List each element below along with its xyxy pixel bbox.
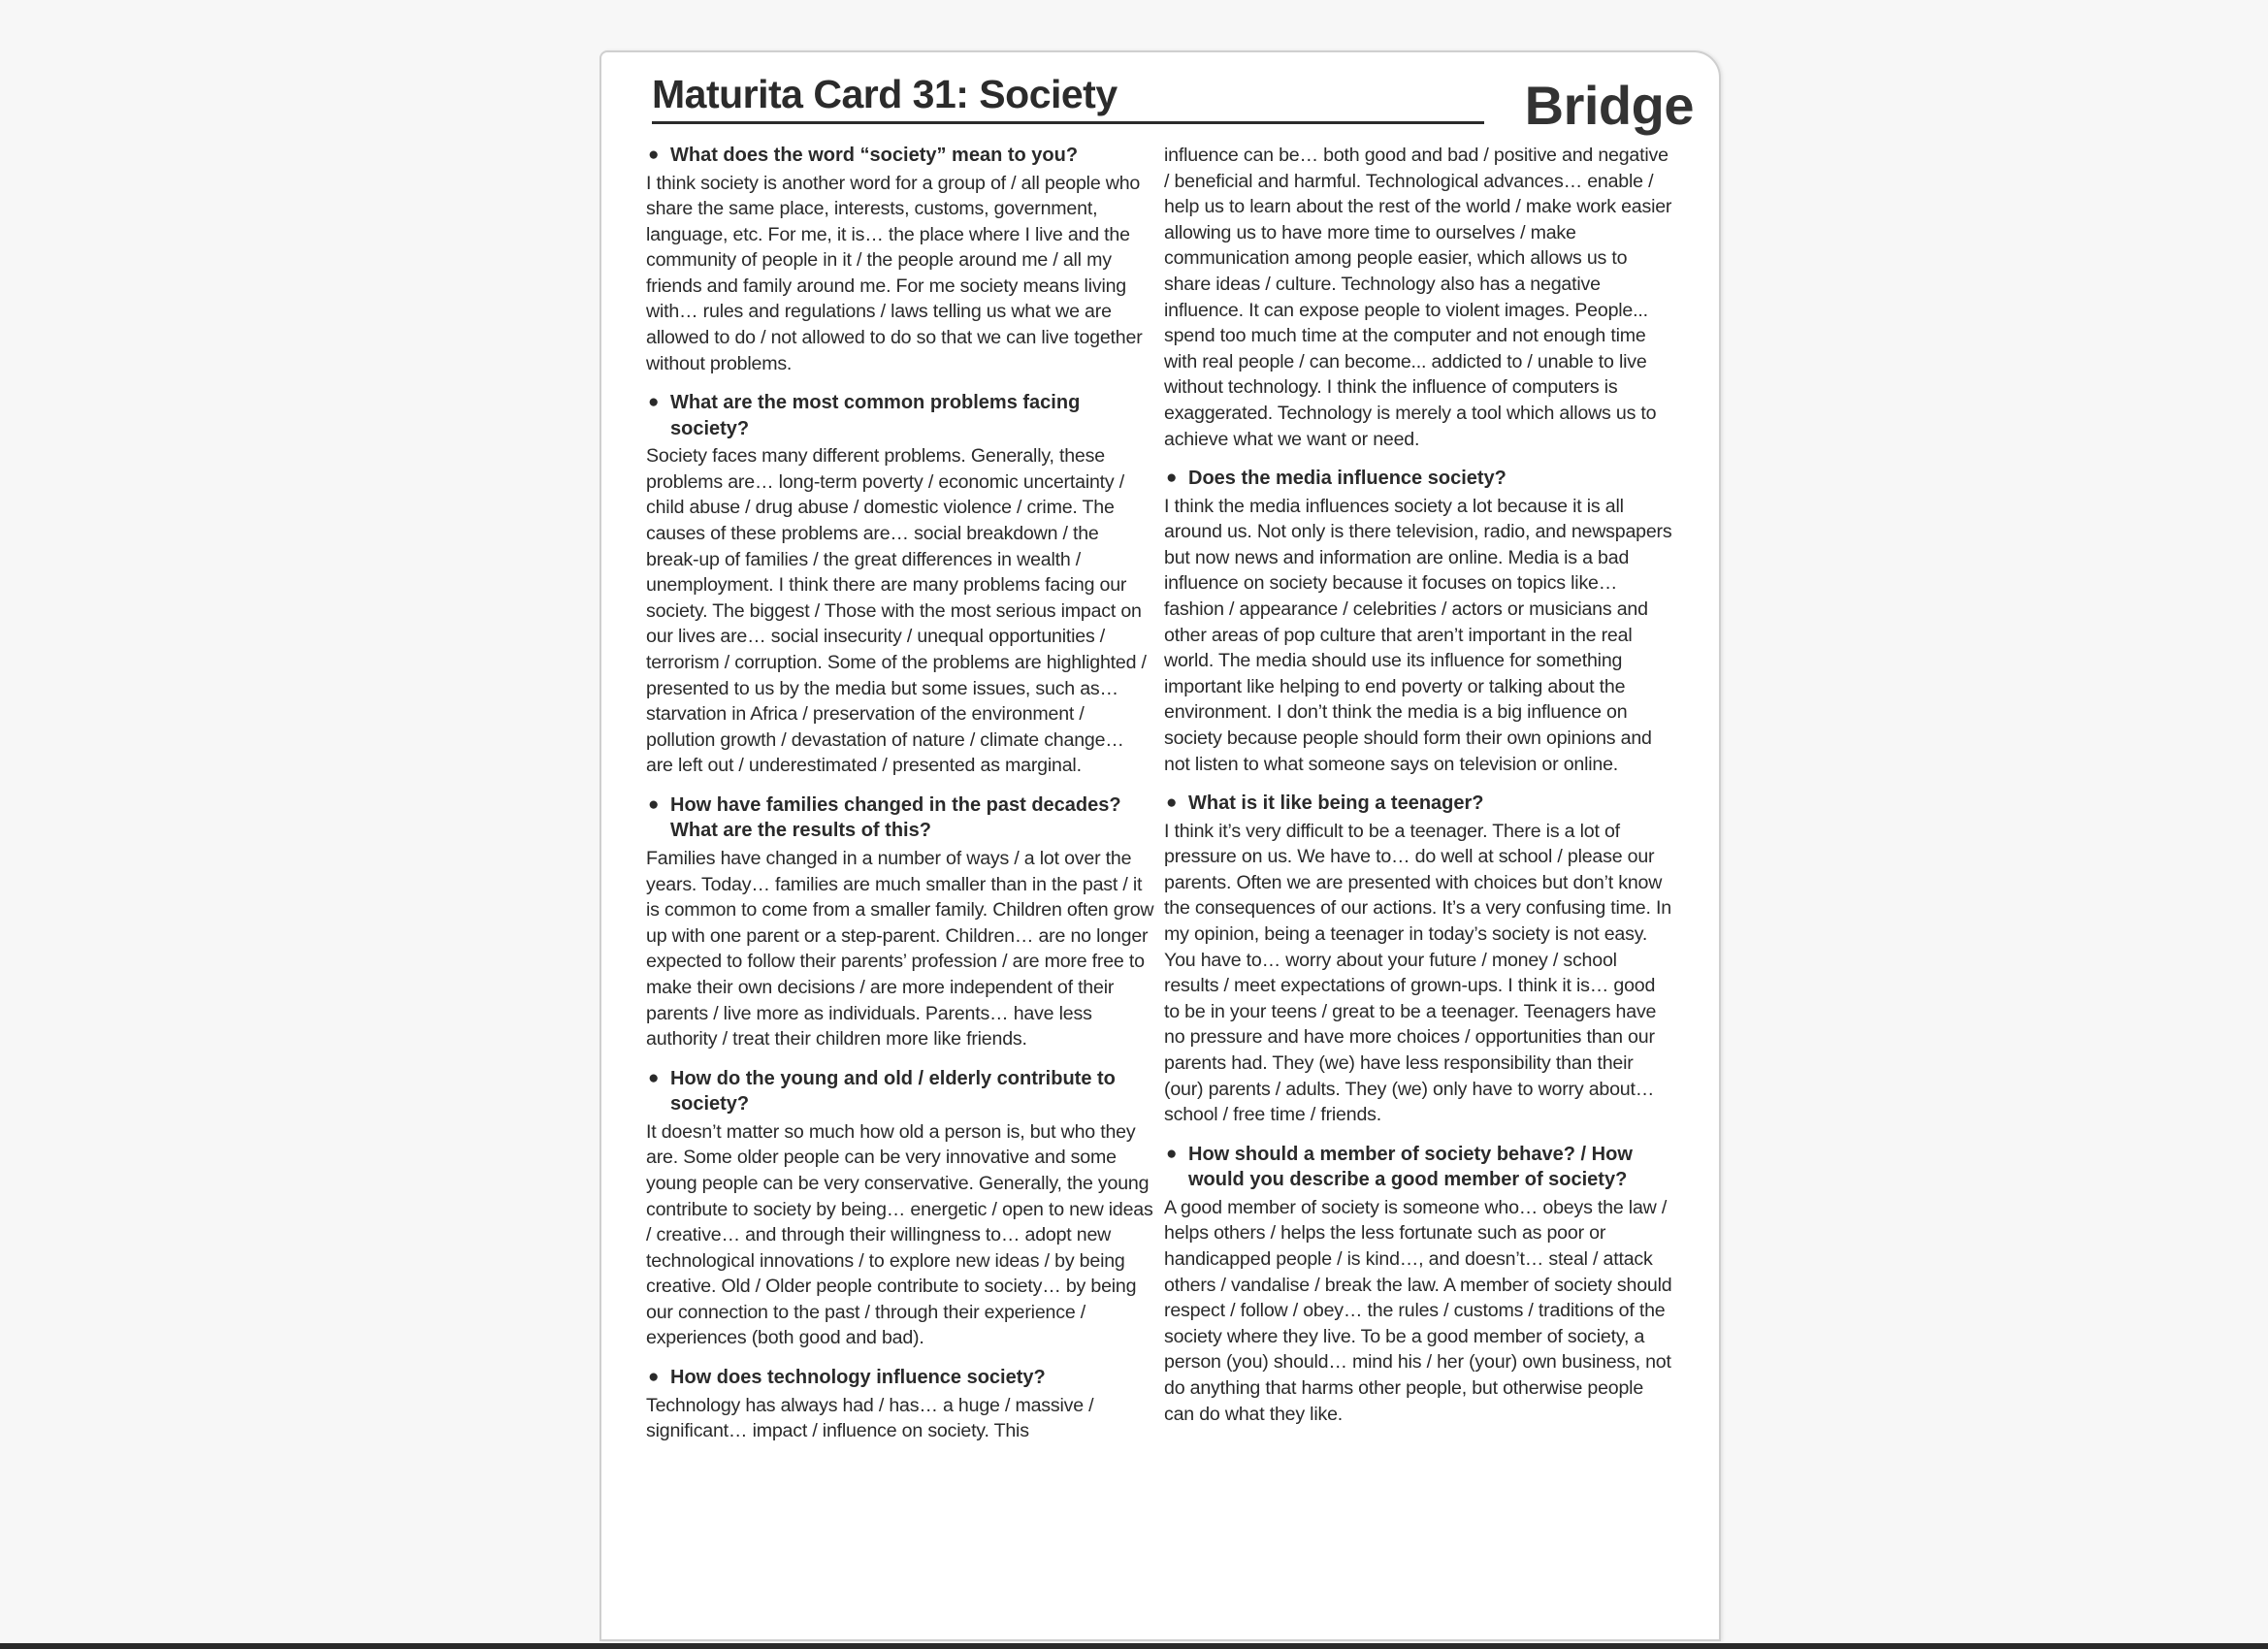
card-title: Maturita Card 31: Society — [652, 72, 1118, 116]
answer-text: A good member of society is someone who… obeys the law / helps others / helps the less fortunate such as poor or handicapped people / is kind…, and doesn’t… steal / attack others / vandalise / break the law. A member of society should respect / follow / obey… the rules / customs / traditions of the society where they live. To be a good member of society, a person (you) should… mind his / her (your) own business, not do anything that harms other people, but otherwise people can do what they like. — [1164, 1196, 1672, 1425]
answer-text: Families have changed in a number of ways / a lot over the years. Today… families are much smaller than in the past / it is common to come from a smaller family. Children often grow up with one parent or a step-parent. Children… are no longer expected to follow their parents’ profession / are more free to make their own decisions / are more independent of their parents / live more as individuals. Parents… have less authority / treat their children more like friends. — [646, 847, 1154, 1051]
answer-text: I think society is another word for a group of / all people who share the same place, interests, customs, government, language, etc. For me, it is… the place where I live and the community of people in it / the people around me / all my friends and family around me. For me society means living with… rules and regulations / laws telling us what we are allowed to do / not allowed to do so that we can live together without problems. — [646, 172, 1143, 374]
question — [646, 143, 1155, 169]
question — [1164, 1142, 1673, 1193]
question-text: How do the young and old / elderly contribute to society? — [670, 1067, 1116, 1116]
answer-text: It doesn’t matter so much how old a person is, but who they are. Some older people can be very innovative and some young people can be very conservative. Generally, the young contribute to society by being… energetic / open to new ideas / creative… and through their willingness to… adopt new technological innovations / to explore new ideas / by being creative. Old / Older people contribute to society… by being our connection to the past / through their experience / experiences (both good and bad). — [646, 1120, 1153, 1349]
bullet-icon: ● — [1166, 1143, 1178, 1164]
answer-text: Society faces many different problems. Generally, these problems are… long-term poverty / economic uncertainty / child abuse / drug abuse / domestic violence / crime. The causes of these problems are… social breakdown / the break-up of families / the great differences in wealth / unemployment. I think there are many problems facing our society. The biggest / Those with the most serious impact on our lives are… social insecurity / unequal opportunities / terrorism / corruption. Some of the problems are highlighted / presented to us by the media but some issues, such as… starvation in Africa / preservation of the environment / pollution growth / devastation of nature / climate change… are left out / underestimated / presented as marginal. — [646, 445, 1147, 777]
question-text: What does the word “society” mean to you? — [670, 145, 1079, 166]
bullet-icon: ● — [648, 1367, 660, 1388]
section-good-member — [1164, 1142, 1673, 1427]
question — [646, 1066, 1155, 1117]
title-underline — [652, 121, 1484, 124]
section-technology-continued — [1164, 143, 1673, 452]
bullet-icon: ● — [648, 793, 660, 815]
answer-text: influence can be… both good and bad / positive and negative / beneficial and harmful. Technological advances… enable / help us to learn about the rest of the world / make work easier allowing us to have more time to ourselves / make communication among people easier, which allows us to share ideas / culture. Technology also has a negative influence. It can expose people to violent images. People... spend too much time at the computer and not enough time with real people / can become... addicted to / unable to live without technology. I think the influence of computers is exaggerated. Technology is merely a tool which allows us to achieve what we want or need. — [1164, 145, 1672, 450]
bullet-icon: ● — [648, 392, 660, 413]
question — [646, 1365, 1155, 1391]
question-text: How should a member of society behave? / How would you describe a good member of society? — [1188, 1143, 1633, 1191]
scanner-bottom-edge — [0, 1643, 2268, 1649]
question-text: How have families changed in the past decades? What are the results of this? — [670, 793, 1121, 842]
section-families-changed — [646, 792, 1155, 1052]
section-media-influence — [1164, 466, 1673, 777]
answer-text: I think it’s very difficult to be a teenager. There is a lot of pressure on us. We have to… do well at school / please our parents. Often we are presented with choices but don’t know the consequences of our actions. It’s a very confusing time. In my opinion, being a teenager in today’s society is not easy. You have to… worry about your future / money / school results / meet expectations of grown-ups. I think it is… good to be in your teens / great to be a teenager. Teenagers have no pressure and have more choices / opportunities than our parents had. They (we) have less responsibility than their (our) parents / adults. They (we) only have to worry about… school / free time / friends. — [1164, 820, 1671, 1126]
section-common-problems — [646, 390, 1155, 779]
right-column — [1164, 143, 1673, 1440]
bullet-icon: ● — [648, 1067, 660, 1088]
question-text: What is it like being a teenager? — [1188, 792, 1484, 815]
brand-logo: Bridge — [1524, 75, 1694, 136]
answer-text: Technology has always had / has… a huge / massive / significant… impact / influence on society. This — [646, 1394, 1094, 1442]
question — [646, 390, 1155, 441]
maturita-card — [599, 50, 1721, 1641]
question — [1164, 466, 1673, 492]
section-being-teenager — [1164, 791, 1673, 1128]
bullet-icon: ● — [1166, 792, 1178, 814]
section-young-and-old — [646, 1066, 1155, 1351]
question — [646, 792, 1155, 844]
left-column — [646, 143, 1155, 1458]
question-text: Does the media influence society? — [1188, 468, 1507, 490]
section-technology — [646, 1365, 1155, 1444]
question-text: How does technology influence society? — [670, 1367, 1046, 1389]
section-society-meaning — [646, 143, 1155, 376]
bullet-icon: ● — [648, 145, 660, 165]
answer-text: I think the media influences society a lot because it is all around us. Not only is there television, radio, and newspapers but now news and information are online. Media is a bad influence on society because it focuses on topics like… fashion / appearance / celebrities / actors or musicians and other areas of pop culture that aren’t important in the real world. The media should use its influence for something important like helping to end poverty or talking about the environment. I don’t think the media is a big influence on society because people should form their own opinions and not listen to what someone says on television or online. — [1164, 495, 1672, 775]
question-text: What are the most common problems facing society? — [670, 392, 1081, 439]
question — [1164, 791, 1673, 817]
bullet-icon: ● — [1166, 468, 1178, 489]
